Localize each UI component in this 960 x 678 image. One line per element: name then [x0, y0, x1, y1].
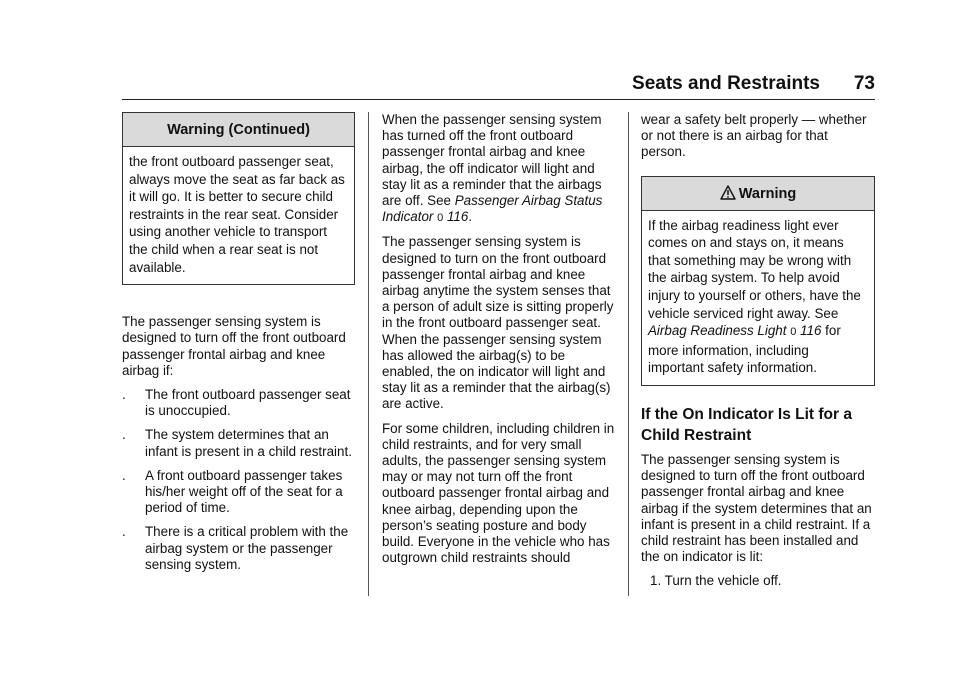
bullet-marker: . [122, 386, 126, 402]
column-divider-1 [368, 112, 369, 596]
list-item [122, 387, 355, 419]
status-indicator-link[interactable]: Passenger Airbag Status Indicator [382, 193, 603, 225]
page-header [122, 70, 875, 100]
section-subheading: If the On Indicator Is Lit for a Child Restraint [641, 405, 852, 444]
header-rule [122, 99, 875, 100]
page-ref-number[interactable]: 116 [446, 209, 469, 225]
list-item-text: A front outboard passenger takes his/her weight off of the seat for a period of time. [145, 467, 343, 516]
paragraph-text: When the passenger sensing system has turned off the front outboard passenger frontal airbag and knee airbag, the off indicator will light and stay lit as a reminder that the airbags are off. See [382, 112, 602, 209]
step-item [641, 573, 875, 589]
page-number: 73 [853, 73, 875, 94]
airbag-warning-box [641, 176, 875, 386]
list-item-text: The front outboard passenger seat is unoccupied. [145, 386, 351, 419]
children-paragraph: For some children, including children in child restraints, and for very small adults, the passenger sensing system may or may not turn off the front outboard passenger frontal airbag and knee airbag, depending upon the person’s seating posture and body build. Everyone in the vehicle who has outgrown child restraints should [382, 420, 615, 566]
paragraph-end: . [468, 209, 473, 225]
safety-belt-paragraph: wear a safety belt properly — whether or not there is an airbag for that person. [641, 112, 867, 160]
bullet-marker: . [122, 467, 126, 483]
section-title: Seats and Restraints [632, 73, 820, 94]
off-indicator-paragraph [382, 112, 618, 226]
page-ref-icon: 0 [437, 212, 444, 225]
column-divider-2 [628, 112, 629, 596]
sensing-intro: The passenger sensing system is designed to turn off the front outboard passenger frontal airbag and knee airbag if: [122, 314, 346, 378]
warning-continued-text: the front outboard passenger seat, always move the seat as far back as it will go. It is better to secure child restraints in the rear seat. Consider using another vehicle to transport the child when a rear seat is not available. [129, 154, 345, 275]
warning-triangle-icon [720, 185, 736, 200]
column-3 [641, 112, 875, 590]
child-restraint-paragraph: The passenger sensing system is designed to turn off the front outboard passenger frontal airbag and knee airbag if the system determines that an infant is present in a child restraint. If a child restraint has been installed and the on indicator is lit: [641, 451, 872, 565]
page-ref-icon: 0 [790, 326, 797, 339]
step-number: 1. [650, 573, 662, 589]
warning-continued-title: Warning (Continued) [123, 113, 354, 147]
airbag-warning-text [642, 211, 874, 385]
warning-title-text: Warning [738, 185, 797, 202]
step-text: Turn the vehicle off. [664, 573, 782, 589]
list-item [122, 468, 355, 517]
page-ref-number[interactable]: 116 [800, 323, 822, 339]
column-2 [382, 112, 618, 566]
off-conditions-list [122, 387, 355, 573]
list-item [122, 427, 355, 459]
on-indicator-paragraph: The passenger sensing system is designed to turn on the front outboard passenger frontal airbag and knee airbag anytime the system senses that a person of adult size is sitting properly in the front outboard passenger seat. When the passenger sensing system has allowed the airbag(s) to be enabled, the on indicator will light and stay lit as a reminder that the airbag(s) are active. [382, 234, 614, 412]
list-item [122, 524, 355, 573]
column-1 [122, 112, 355, 581]
bullet-marker: . [122, 524, 126, 540]
warning-continued-box [122, 112, 355, 285]
list-item-text: There is a critical problem with the airbag system or the passenger sensing system. [145, 524, 349, 572]
readiness-light-link[interactable]: Airbag Readiness Light [648, 323, 787, 339]
warning-text: If the airbag readiness light ever comes on and stays on, it means that something may be wrong with the airbag system. To help avoid injury to yourself or others, have the vehicle serviced right away. See [648, 217, 861, 321]
bullet-marker: . [122, 427, 126, 443]
airbag-warning-title [642, 177, 874, 211]
warning-text-end: for more information, including important safety information. [648, 323, 841, 376]
list-item-text: The system determines that an infant is present in a child restraint. [145, 427, 352, 459]
